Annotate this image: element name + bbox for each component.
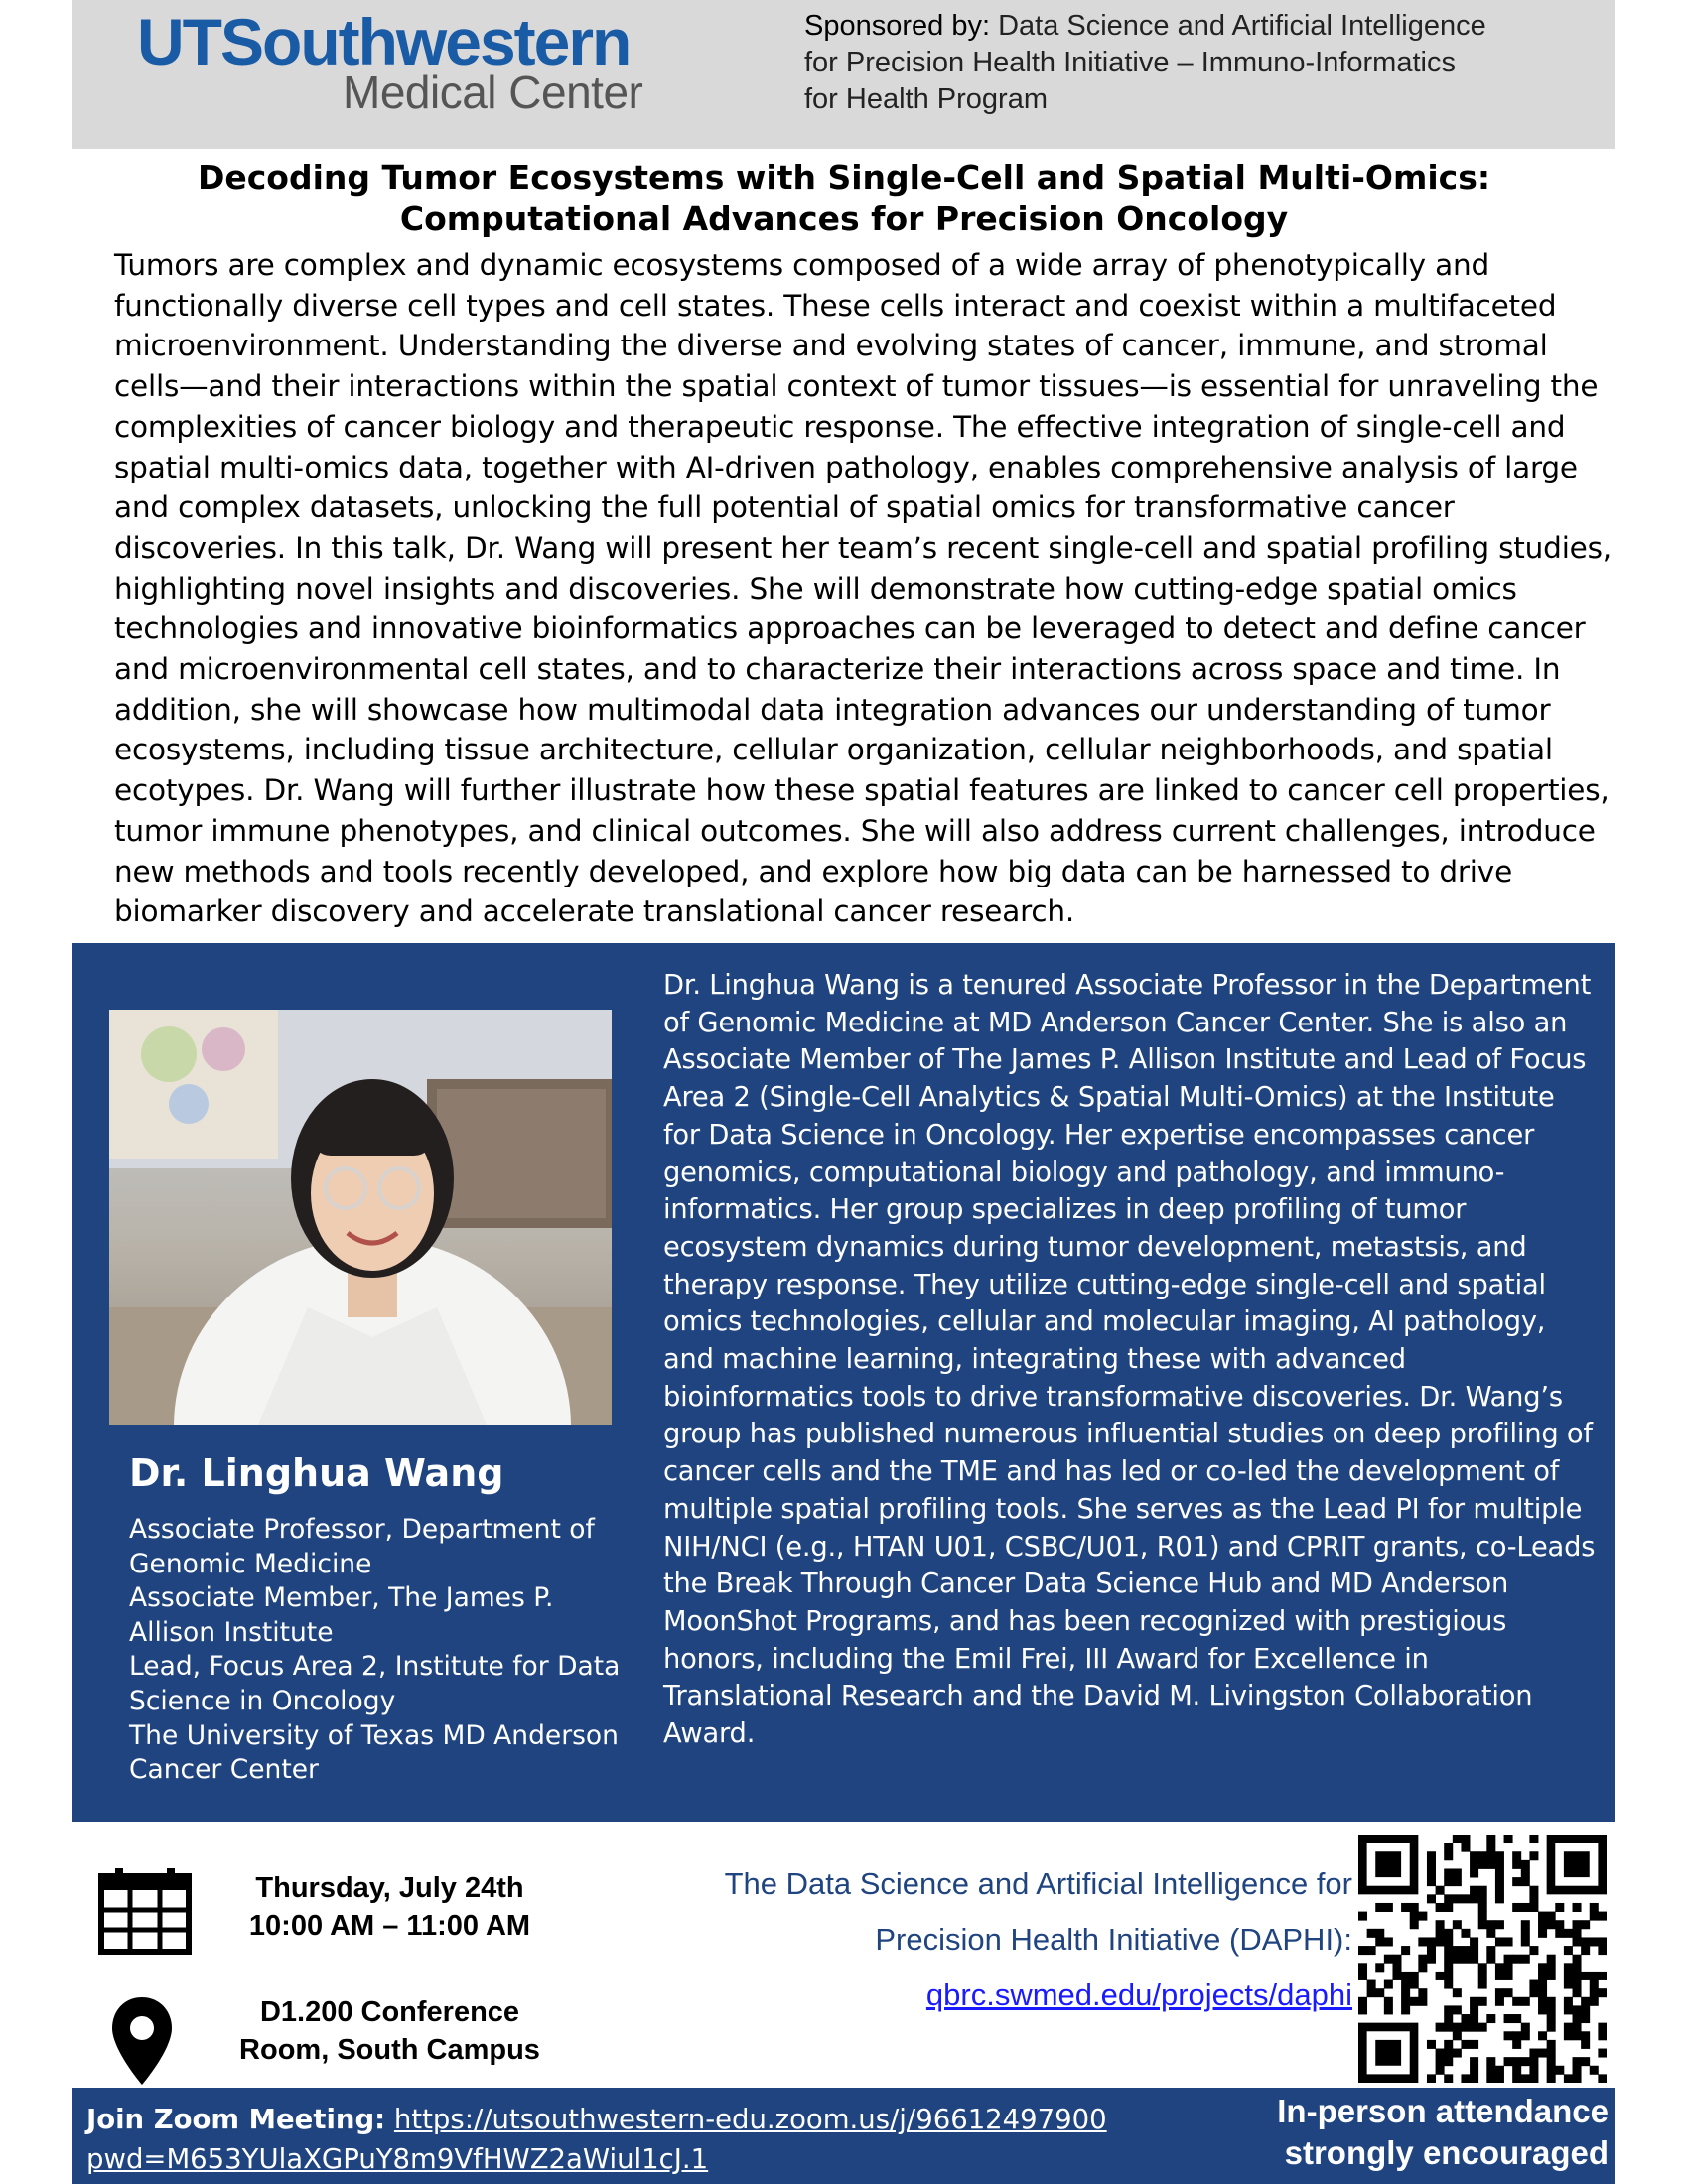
location-pin-icon: [109, 1995, 175, 2092]
zoom-label: Join Zoom Meeting:: [86, 2104, 386, 2135]
daphi-link[interactable]: qbrc.swmed.edu/projects/daphi: [925, 1978, 1352, 2012]
speaker-title-3: Lead, Focus Area 2, Institute for Data Science in Oncology: [129, 1651, 621, 1716]
sponsor-text: [804, 8, 1599, 118]
speaker-title-2: Associate Member, The James P. Allison Institute: [129, 1582, 554, 1648]
speaker-title-1: Associate Professor, Department of Genomic Medicine: [129, 1514, 595, 1579]
logo-utsouthwestern: UTSouthwestern: [137, 5, 631, 78]
event-datetime: [218, 1869, 561, 1945]
daphi-line-2: Precision Health Initiative (DAPHI):: [875, 1922, 1352, 1957]
daphi-info: [596, 1856, 1352, 2023]
calendar-icon: [97, 1866, 193, 1961]
sponsor-label: Sponsored by:: [804, 10, 991, 42]
in-person-line-2: strongly encouraged: [1284, 2134, 1609, 2171]
zoom-link[interactable]: https://utsouthwestern-edu.zoom.us/j/96612497900: [393, 2104, 1107, 2135]
in-person-line-1: In-person attendance: [1277, 2093, 1609, 2129]
event-location: [218, 1993, 561, 2069]
event-location-line-2: Room, South Campus: [239, 2034, 540, 2066]
zoom-info: [86, 2100, 1179, 2179]
speaker-photo: [109, 1010, 612, 1425]
talk-abstract: Tumors are complex and dynamic ecosystems composed of a wide array of phenotypically and functionally diverse cell types and cell states. These cells interact and coexist within a multifaceted microenvironment. Understanding the diverse and evolving states of cancer, immune, and stromal cells—and their interactions within the spatial context of tumor tissues—is essential for unraveling the complexities of cancer biology and therapeutic response. The effective integration of single-cell and spatial multi-omics data, together with AI-driven pathology, enables comprehensive analysis of large and complex datasets, unlocking the full potential of spatial omics for transformative cancer discoveries. In this talk, Dr. Wang will present her team’s recent single-cell and spatial profiling studies, highlighting novel insights and discoveries. She will demonstrate how cutting-edge spatial omics technologies and innovative bioinformatics approaches can be leveraged to detect and define cancer and microenvironmental cell states, and to characterize their interactions across space and time. In addition, she will showcase how multimodal data integration advances our understanding of tumor ecosystems, including tissue architecture, cellular organization, cellular neighborhoods, and spatial ecotypes. Dr. Wang will further illustrate how these spatial features are linked to cancer cell properties, tumor immune phenotypes, and clinical outcomes. She will also address current challenges, introduce new methods and tools recently developed, and explore how big data can be harnessed to drive biomarker discovery and accelerate translational cancer research.: [114, 248, 1612, 929]
talk-title: Decoding Tumor Ecosystems with Single-Cell and Spatial Multi-Omics: Computational Advances for Precision Oncology: [197, 158, 1491, 238]
zoom-password-link[interactable]: pwd=M653YUlaXGPuY8m9VfHWZ2aWiul1cJ.1: [86, 2143, 709, 2175]
event-location-line-1: D1.200 Conference: [259, 1996, 520, 2028]
event-date: Thursday, July 24th: [255, 1872, 524, 1904]
sponsor-line-2: for Precision Health Initiative – Immuno-Informatics: [804, 47, 1456, 78]
speaker-titles: [129, 1513, 645, 1788]
speaker-bio: Dr. Linghua Wang is a tenured Associate Professor in the Department of Genomic Medicine at MD Anderson Cancer Center. She is also an Associate Member of The James P. Allison Institute and Lead of Focus Area 2 (Single-Cell Analytics & Spatial Multi-Omics) at the Institute for Data Science in Oncology. Her expertise encompasses cancer genomics, computational biology and pathology, and immuno-informatics. Her group specializes in deep profiling of tumor ecosystem dynamics during tumor development, metastsis, and therapy response. They utilize cutting-edge single-cell and spatial omics technologies, cellular and molecular imaging, AI pathology, and machine learning, integrating these with advanced bioinformatics tools to drive transformative discoveries. Dr. Wang’s group has published numerous influential studies on deep profiling of cancer cells and the TME and has led or co-led the development of multiple spatial profiling tools. She serves as the Lead PI for multiple NIH/NCI (e.g., HTAN U01, CSBC/U01, R01) and CPRIT grants, co-Leads the Break Through Cancer Data Science Hub and MD Anderson MoonShot Programs, and has been recognized with prestigious honors, including the Emil Frei, III Award for Excellence in Translational Research and the David M. Livingston Collaboration Award.: [663, 970, 1596, 1750]
sponsor-line-1: Data Science and Artificial Intelligence: [990, 10, 1486, 42]
speaker-portrait-illustration: [109, 1010, 612, 1425]
logo-medical-center: Medical Center: [343, 67, 643, 118]
speaker-title-4: The University of Texas MD Anderson Cancer Center: [129, 1719, 619, 1786]
speaker-name: Dr. Linghua Wang: [129, 1451, 504, 1495]
event-time: 10:00 AM – 11:00 AM: [248, 1910, 531, 1942]
daphi-line-1: The Data Science and Artificial Intelligence for: [724, 1866, 1352, 1901]
in-person-notice: [1211, 2091, 1609, 2174]
qr-code: [1358, 1835, 1607, 2083]
sponsor-line-3: for Health Program: [804, 83, 1048, 115]
